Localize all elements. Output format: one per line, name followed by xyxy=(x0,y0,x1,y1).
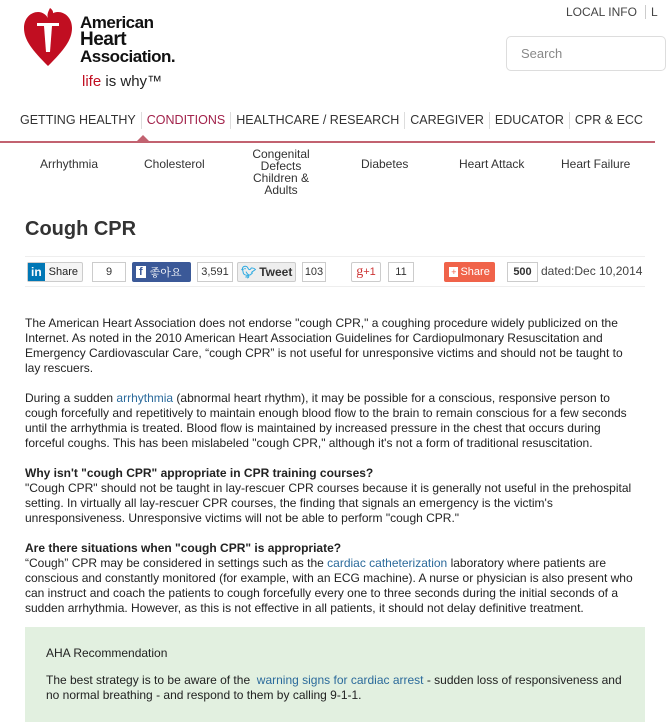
text: laboratory where patients are conscious and constantly monitored (for example, with an ECG machine). A nurse or physician is also present who can instruct and coach the patients to cough forcefully every one to three seconds during the initial seconds of a sudden arrhythmia. However, as this is not effective in all patients, it should not delay definitive treatment. xyxy=(25,556,633,615)
warning-signs-link[interactable]: warning signs for cardiac arrest xyxy=(256,673,424,687)
subnav-heart-attack[interactable]: Heart Attack xyxy=(459,157,525,171)
linkedin-icon: in xyxy=(28,263,45,281)
situations-paragraph xyxy=(25,556,637,616)
subnav-arrhythmia[interactable]: Arrhythmia xyxy=(40,157,99,171)
addthis-share-button[interactable] xyxy=(444,262,495,282)
brand-line: Heart xyxy=(80,29,127,50)
plus-icon: + xyxy=(451,267,457,277)
recommendation-text xyxy=(46,673,626,703)
recommendation-title: AHA Recommendation xyxy=(46,646,168,660)
linkedin-label: Share xyxy=(48,266,79,278)
linkedin-count: 9 xyxy=(92,262,126,282)
linkedin-share-button[interactable] xyxy=(27,262,83,282)
brand-line: Association. xyxy=(80,47,176,66)
twitter-bird-icon: 🐦︎ xyxy=(241,265,257,279)
nav-educator[interactable]: EDUCATOR xyxy=(490,112,570,129)
gplus-icon: g xyxy=(356,264,364,279)
intro-paragraph: The American Heart Association does not endorse "cough CPR," a coughing procedure widely publicized on the Internet. As noted in the 2010 American Heart Association Guidelines for Cardiopulmonary Resuscitation and Emergency Cardiovascular Care, “cough CPR” is not useful for unresponsive victims and should not be taught to lay rescuers. xyxy=(25,316,623,375)
addthis-count: 500 xyxy=(507,262,538,282)
text: During a sudden xyxy=(25,391,117,405)
twitter-count: 103 xyxy=(302,262,326,282)
gplus-count: 11 xyxy=(388,262,414,282)
text: (abnormal heart rhythm), it may be possible for a conscious, responsive person to cough forcefully and repetitively to maintain enough blood flow to the brain to remain conscious for a few seconds until the arrhythmia is treated. Blood flow is maintained by increased pressure in the chest that occurs during forceful coughs. This has been mislabeled "cough CPR," although it's not a form of traditional resuscitation. xyxy=(25,391,627,450)
tweet-button[interactable] xyxy=(237,262,296,282)
main-nav xyxy=(15,112,648,129)
arrhythmia-paragraph xyxy=(25,391,637,451)
question-heading: Are there situations when "cough CPR" is appropriate? xyxy=(25,541,342,555)
nav-caregiver[interactable]: CAREGIVER xyxy=(405,112,490,129)
brand-line: American xyxy=(80,13,154,32)
cardiac-catheterization-link[interactable]: cardiac catheterization xyxy=(327,556,448,570)
facebook-icon: f xyxy=(136,266,146,278)
nav-divider xyxy=(0,141,655,143)
tagline-rest: is why™ xyxy=(101,73,163,90)
facebook-count: 3,591 xyxy=(197,262,233,282)
facebook-label: 좋아요 xyxy=(149,267,182,279)
search-input[interactable]: Search xyxy=(506,36,666,71)
google-plus-button[interactable] xyxy=(351,262,381,282)
training-paragraph: "Cough CPR" should not be taught in lay-rescuer CPR courses because it is generally not useful in the prehospital setting. In virtually all lay-rescuer CPR courses, the finding that signals an emergency is the victim's unresponsiveness. Unresponsive victims will not be able to perform "cough CPR." xyxy=(25,481,632,525)
subnav-congenital-defects[interactable]: Congenital Defects Children & Adults xyxy=(252,147,310,197)
brand-name[interactable] xyxy=(80,14,175,65)
header-link[interactable]: L xyxy=(645,5,658,19)
tagline xyxy=(82,73,162,90)
tweet-label: Tweet xyxy=(259,265,293,279)
text: The best strategy is to be aware of the xyxy=(46,673,257,687)
addthis-label: Share xyxy=(460,266,490,278)
text: “Cough” CPR may be considered in settings such as the xyxy=(25,556,328,570)
nav-healthcare-research[interactable]: HEALTHCARE / RESEARCH xyxy=(231,112,405,129)
nav-cpr-ecc[interactable]: CPR & ECC xyxy=(574,113,643,127)
facebook-like-button[interactable] xyxy=(132,262,191,282)
question-heading: Why isn't "cough CPR" appropriate in CPR training courses? xyxy=(25,466,374,480)
subnav-heart-failure[interactable]: Heart Failure xyxy=(561,157,631,171)
subnav-diabetes[interactable]: Diabetes xyxy=(361,157,409,171)
text: - sudden loss of responsiveness and no normal breathing - and respond to them by calling 9-1-1. xyxy=(46,673,622,702)
arrhythmia-link[interactable]: arrhythmia xyxy=(116,391,174,405)
gplus-label: +1 xyxy=(363,266,376,278)
nav-conditions[interactable]: CONDITIONS xyxy=(142,112,231,129)
aha-heart-torch-logo[interactable] xyxy=(22,6,74,68)
nav-getting-healthy[interactable]: GETTING HEALTHY xyxy=(15,112,142,129)
subnav-cholesterol[interactable]: Cholesterol xyxy=(144,157,205,171)
page-title: Cough CPR xyxy=(25,218,137,240)
tagline-red: life xyxy=(82,73,102,90)
local-info-link[interactable]: LOCAL INFO xyxy=(566,5,637,19)
dated-label: dated:Dec 10,2014 xyxy=(541,264,643,278)
